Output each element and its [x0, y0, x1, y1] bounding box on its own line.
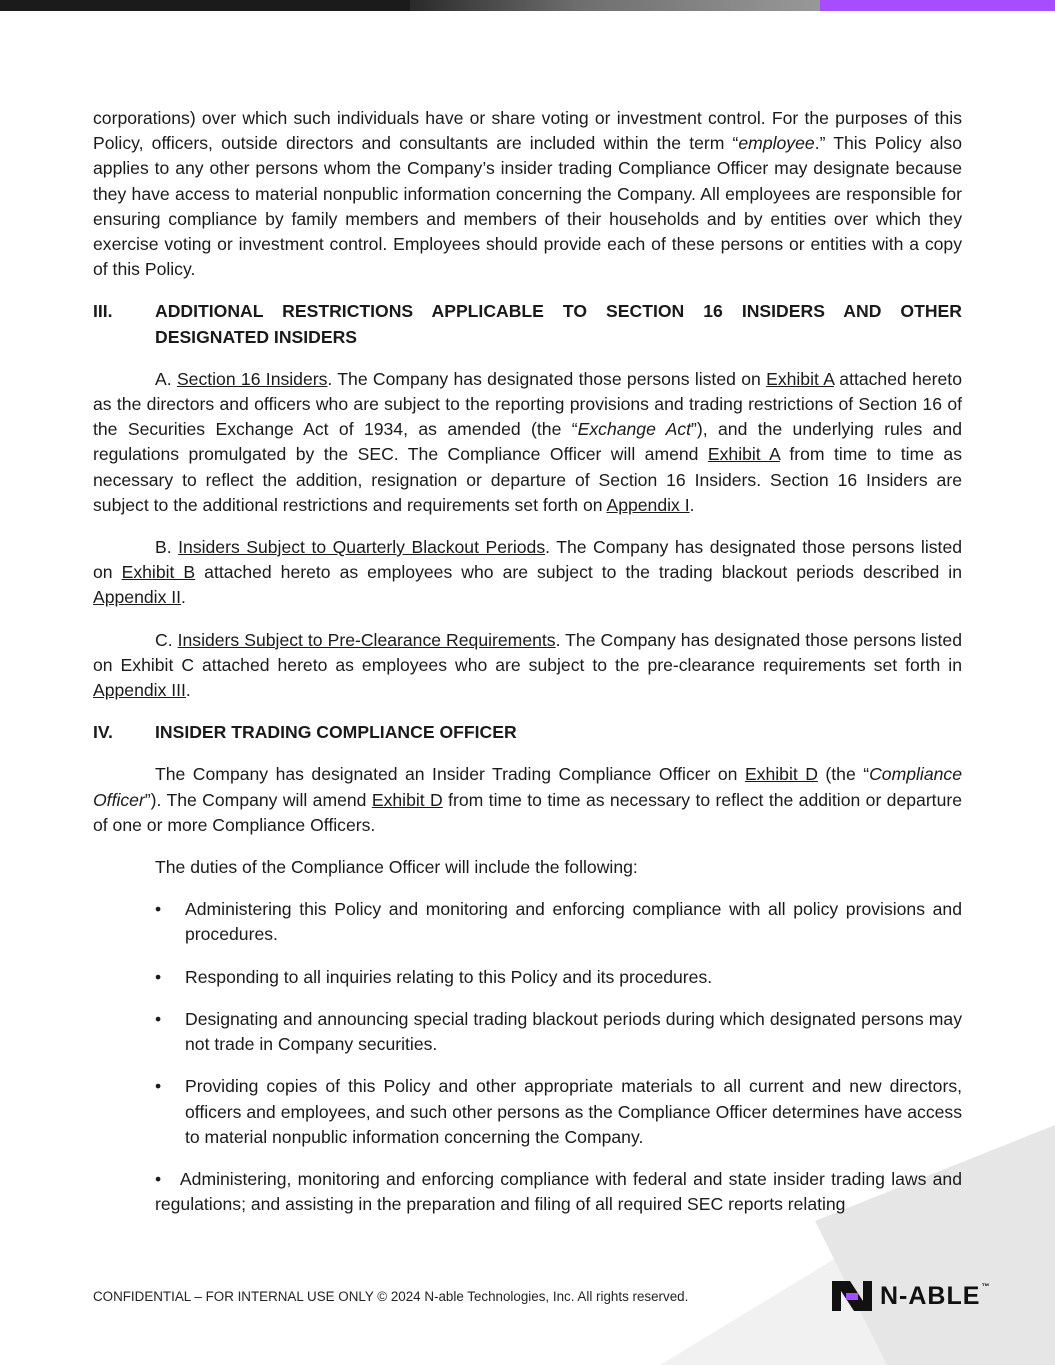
section-heading-iv: IV. INSIDER TRADING COMPLIANCE OFFICER	[93, 722, 517, 743]
document-body	[93, 106, 962, 1217]
paragraph-section-16: A. Section 16 Insiders. The Company has designated those persons listed on Exhibit A attached hereto as the directors and officers who are subject to the reporting provisions and trading restrictions of Section 16 of the Securities Exchange Act of 1934, as amended (the “Exchange Act”), and the underlying rules and regulations promulgated by the SEC. The Compliance Officer will amend Exhibit A from time to time as necessary to reflect the addition, resignation or departure of Section 16 Insiders. Section 16 Insiders are subject to the additional restrictions and requirements set forth on Appendix I.	[93, 368, 962, 515]
list-item: • Providing copies of this Policy and other appropriate materials to all current and new directors, officers and employees, and such other persons as the Compliance Officer determines have access to material nonpublic information concerning the Company.	[155, 1076, 962, 1147]
exhibit-a-ref: Exhibit A	[766, 368, 834, 389]
list-item: • Responding to all inquiries relating to this Policy and its procedures.	[155, 966, 713, 987]
exhibit-b-ref: Exhibit B	[121, 562, 196, 583]
list-item: • Designating and announcing special trading blackout periods during which designated persons may not trade in Company securities.	[155, 1008, 962, 1055]
section-16-insiders-link: Section 16 Insiders	[176, 368, 328, 389]
blackout-periods-link: Insiders Subject to Quarterly Blackout Periods	[178, 537, 546, 558]
list-item: • Administering this Policy and monitoring and enforcing compliance with all policy provisions and procedures.	[155, 899, 962, 945]
appendix-i-ref: Appendix I	[606, 494, 690, 515]
paragraph-blackout: B. Insiders Subject to Quarterly Blackout Periods. The Company has designated those persons listed on Exhibit B attached hereto as employees who are subject to the trading blackout periods described in Appendix II.	[93, 537, 963, 608]
pre-clearance-link: Insiders Subject to Pre-Clearance Requirements	[177, 629, 556, 650]
appendix-iii-ref: Appendix III	[93, 680, 186, 701]
appendix-ii-ref: Appendix II	[93, 587, 182, 608]
n-able-logo-icon	[832, 1281, 872, 1311]
paragraph-scope: corporations) over which such individuals have or share voting or investment control. For the purposes of this Policy, officers, outside directors and consultants are included within the term “employee.” This Policy also applies to any other persons whom the Company’s insider trading Compliance Officer may designate because they have access to material nonpublic information concerning the Company. All employees are responsible for ensuring compliance by family members and members of their households and by entities over which they exercise voting or investment control. Employees should provide each of these persons or entities with a copy of this Policy.	[93, 108, 962, 280]
list-item-last: • Administering, monitoring and enforcing compliance with federal and state insider trading laws and regulations; and assisting in the preparation and filing of all required SEC reports relating	[155, 1168, 962, 1215]
footer-confidential: CONFIDENTIAL – FOR INTERNAL USE ONLY © 2024 N-able Technologies, Inc. All rights reserved.	[93, 1289, 689, 1304]
paragraph-pre-clearance: C. Insiders Subject to Pre-Clearance Requirements. The Company has designated those persons listed on Exhibit C attached hereto as employees who are subject to the pre-clearance requirements set forth in Appendix III.	[93, 629, 963, 701]
section-heading-iii: III. ADDITIONAL RESTRICTIONS APPLICABLE TO SECTION 16 INSIDERS AND OTHER DESIGNATED INSIDERS	[93, 301, 962, 347]
paragraph-compliance-officer: The Company has designated an Insider Trading Compliance Officer on Exhibit D (the “Compliance Officer”). The Company will amend Exhibit D from time to time as necessary to reflect the addition or departure of one or more Compliance Officers.	[93, 764, 962, 835]
exhibit-a-ref-2: Exhibit A	[707, 444, 780, 465]
exhibit-d-ref-2: Exhibit D	[371, 789, 443, 810]
top-bar-accent	[820, 0, 1055, 11]
n-able-logo-text: N-ABLE™	[880, 1281, 991, 1310]
n-able-logo	[832, 1281, 990, 1311]
exhibit-d-ref: Exhibit D	[744, 764, 818, 785]
duties-intro: The duties of the Compliance Officer will include the following:	[155, 857, 638, 878]
top-bar-gradient	[410, 0, 830, 11]
